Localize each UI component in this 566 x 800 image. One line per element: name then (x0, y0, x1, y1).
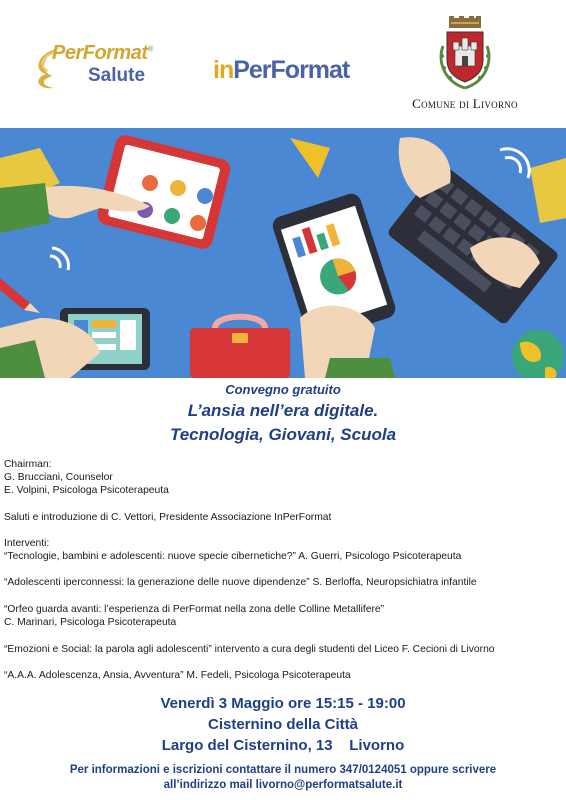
performat-top-text: PerFormat® (52, 42, 153, 64)
event-address: Largo del Cisternino, 13 Livorno (161, 737, 405, 754)
event-title-line1: L’ansia nell’era digitale. (187, 401, 379, 420)
info-line1: Per informazioni e iscrizioni contattare il numero 347/0124051 oppure scrivere (69, 764, 497, 776)
performat-salute-logo (30, 38, 160, 98)
intervento-5: “A.A.A. Adolescenza, Ansia, Avventura” M. Fedeli, Psicologa Psicoterapeuta (4, 670, 351, 681)
chairman-line1: G. Brucciani, Counselor (4, 472, 113, 483)
performat-bottom-text: Salute (88, 65, 146, 86)
chairman-heading: Chairman: (4, 459, 52, 470)
event-title-line2: Tecnologia, Giovani, Scuola (169, 425, 397, 444)
info-line2: all’indirizzo mail livorno@performatsalute.it (163, 779, 403, 791)
event-date-time: Venerdì 3 Maggio ore 15:15 - 19:00 (160, 695, 406, 712)
intervento-2: “Adolescenti iperconnessi: la generazione delle nuove dipendenze” S. Berloffa, Neuropsichiatra infantile (4, 577, 477, 588)
intervento-1: “Tecnologie, bambini e adolescenti: nuove specie cibernetiche?” A. Guerri, Psicologo Psicoterapeuta (4, 551, 462, 562)
inperformat-prefix: in (213, 56, 234, 84)
comune-text: Comune di Livorno (412, 96, 518, 111)
chairman-line2: E. Volpini, Psicologa Psicoterapeuta (4, 485, 169, 496)
intervento-4: “Emozioni e Social: la parola agli adolescenti” intervento a cura degli studenti del Liceo F. Cecioni di Livorno (4, 644, 495, 655)
intervento-3-line2: C. Marinari, Psicologa Psicoterapeuta (4, 617, 177, 628)
interventi-heading: Interventi: (4, 538, 50, 549)
saluti-text: Saluti e introduzione di C. Vettori, Presidente Associazione InPerFormat (4, 512, 332, 523)
inperformat-logo (213, 56, 349, 85)
event-venue: Cisternino della Città (207, 716, 359, 733)
event-label: Convegno gratuito (225, 382, 341, 397)
comune-livorno-logo (400, 16, 530, 116)
city-crest-icon (435, 16, 495, 94)
illustration-banner (0, 128, 566, 378)
intervento-3-line1: “Orfeo guarda avanti: l’esperienza di PerFormat nella zona delle Colline Metallifere” (4, 604, 385, 615)
header-logos (0, 0, 566, 128)
inperformat-rest: PerFormat (233, 56, 350, 84)
digital-devices-illustration (0, 128, 566, 378)
